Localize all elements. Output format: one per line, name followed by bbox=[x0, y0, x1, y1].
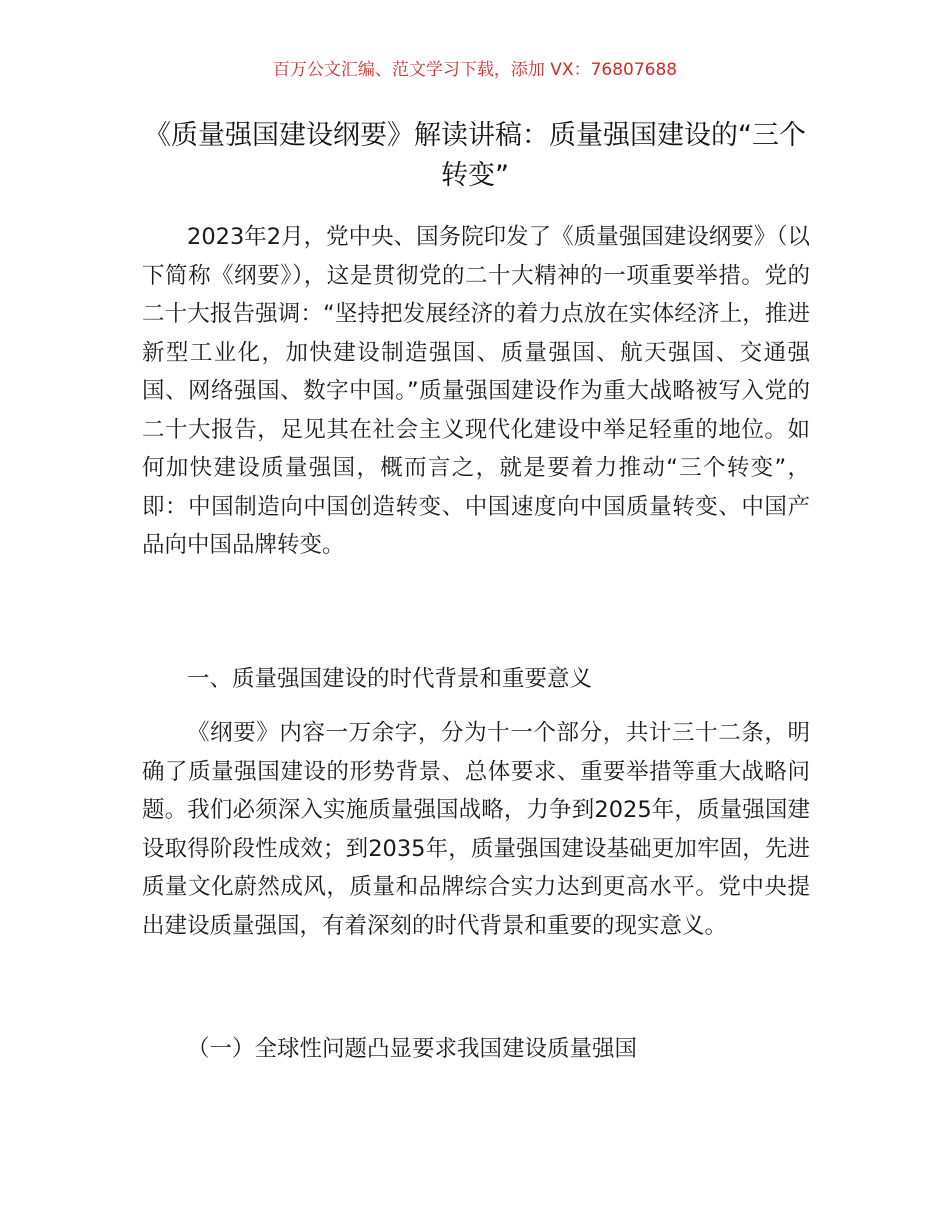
intro-paragraph: 2023年2月，党中央、国务院印发了《质量强国建设纲要》（以下简称《纲要》），这是贯彻党的二十大精神的一项重要举措。党的二十大报告强调：“坚持把发展经济的着力点放在实体经济上，推进新型工业化，加快建设制造强国、质量强国、航天强国、交通强国、网络强国、数字中国。”质量强国建设作为重大战略被写入党的二十大报告，足见其在社会主义现代化建设中举足轻重的地位。如何加快建设质量强国，概而言之，就是要着力推动“三个转变”，即：中国制造向中国创造转变、中国速度向中国质量转变、中国产品向中国品牌转变。 bbox=[142, 224, 810, 558]
subsection-heading-1: （一）全球性问题凸显要求我国建设质量强国 bbox=[187, 1036, 638, 1062]
section-heading-1: 一、质量强国建设的时代背景和重要意义 bbox=[187, 666, 593, 692]
header-promo-note: 百万公文汇编、范文学习下载，添加 VX：76807688 bbox=[272, 60, 678, 80]
document-title: 《质量强国建设纲要》解读讲稿：质量强国建设的“三个转变” bbox=[144, 120, 806, 191]
section-1-paragraph: 《纲要》内容一万余字，分为十一个部分，共计三十二条，明确了质量强国建设的形势背景、总体要求、重要举措等重大战略问题。我们必须深入实施质量强国战略，力争到2025年，质量强国建设取得阶段性成效；到2035年，质量强国建设基础更加牢固，先进质量文化蔚然成风，质量和品牌综合实力达到更高水平。党中央提出建设质量强国，有着深刻的时代背景和重要的现实意义。 bbox=[142, 720, 810, 939]
